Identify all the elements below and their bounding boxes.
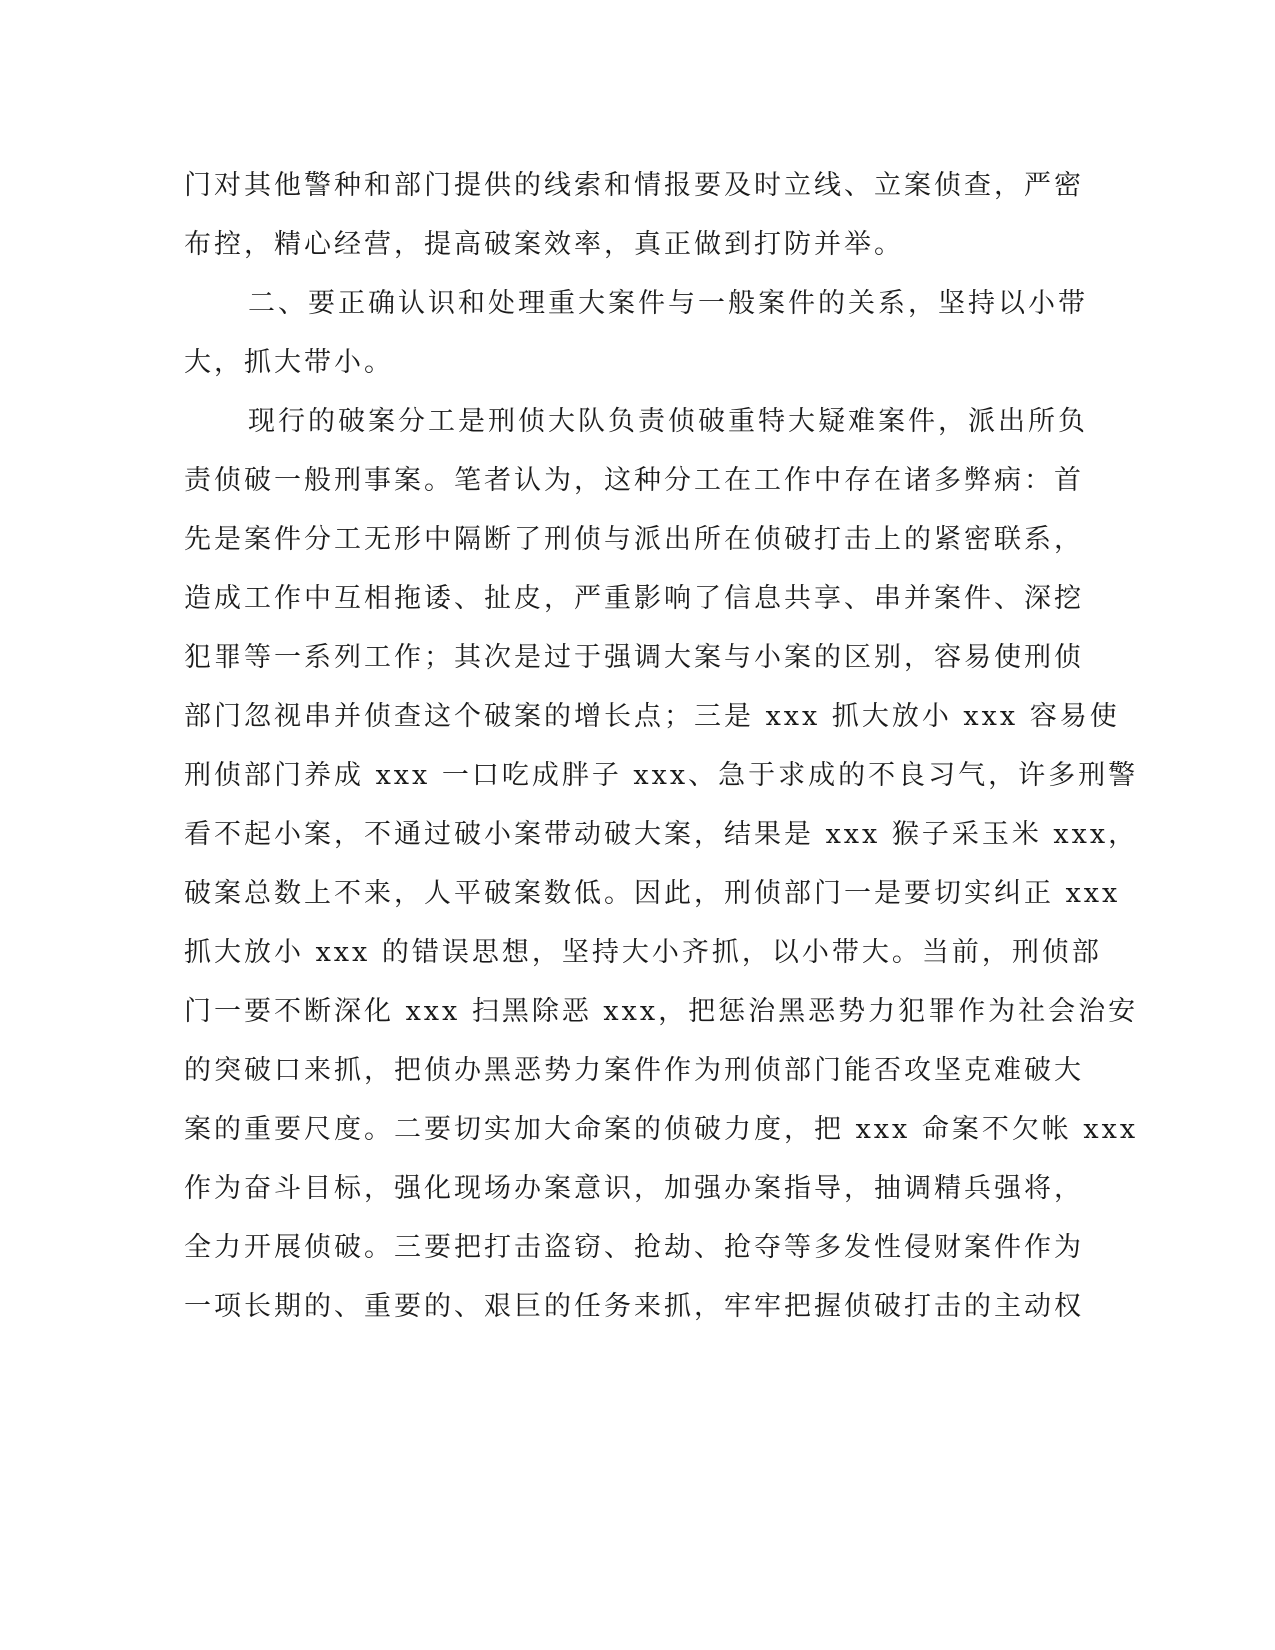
body-text xyxy=(184,156,1139,1336)
text-line: 看不起小案，不通过破小案带动破大案，结果是 xxx 猴子采玉米 xxx， xyxy=(184,819,1139,850)
text-line: 部门忽视串并侦查这个破案的增长点；三是 xxx 抓大放小 xxx 容易使 xyxy=(184,701,1120,732)
section-heading-line: 大，抓大带小。 xyxy=(184,347,394,378)
text-line: 先是案件分工无形中隔断了刑侦与派出所在侦破打击上的紧密联系， xyxy=(184,524,1084,555)
text-line: 破案总数上不来，人平破案数低。因此，刑侦部门一是要切实纠正 xxx xyxy=(184,878,1121,909)
text-line: 门一要不断深化 xxx 扫黑除恶 xxx，把惩治黑恶势力犯罪作为社会治安 xyxy=(184,996,1139,1027)
text-line: 布控，精心经营，提高破案效率，真正做到打防并举。 xyxy=(184,229,904,260)
text-line: 门对其他警种和部门提供的线索和情报要及时立线、立案侦查，严密 xyxy=(184,170,1084,201)
paragraph-first-line: 现行的破案分工是刑侦大队负责侦破重特大疑难案件，派出所负 xyxy=(248,406,1088,437)
text-line: 作为奋斗目标，强化现场办案意识，加强办案指导，抽调精兵强将， xyxy=(184,1173,1084,1204)
text-line: 全力开展侦破。三要把打击盗窃、抢劫、抢夺等多发性侵财案件作为 xyxy=(184,1232,1084,1263)
text-line: 的突破口来抓，把侦办黑恶势力案件作为刑侦部门能否攻坚克难破大 xyxy=(184,1055,1084,1086)
text-line: 案的重要尺度。二要切实加大命案的侦破力度，把 xxx 命案不欠帐 xxx xyxy=(184,1114,1139,1145)
text-line: 一项长期的、重要的、艰巨的任务来抓，牢牢把握侦破打击的主动权 xyxy=(184,1291,1084,1322)
text-line: 犯罪等一系列工作；其次是过于强调大案与小案的区别，容易使刑侦 xyxy=(184,642,1084,673)
section-heading-line: 二、要正确认识和处理重大案件与一般案件的关系，坚持以小带 xyxy=(248,288,1088,319)
text-line: 抓大放小 xxx 的错误思想，坚持大小齐抓，以小带大。当前，刑侦部 xyxy=(184,937,1102,968)
text-line: 责侦破一般刑事案。笔者认为，这种分工在工作中存在诸多弊病：首 xyxy=(184,465,1084,496)
text-line: 刑侦部门养成 xxx 一口吃成胖子 xxx、急于求成的不良习气，许多刑警 xyxy=(184,760,1139,791)
text-line: 造成工作中互相拖诿、扯皮，严重影响了信息共享、串并案件、深挖 xyxy=(184,583,1084,614)
